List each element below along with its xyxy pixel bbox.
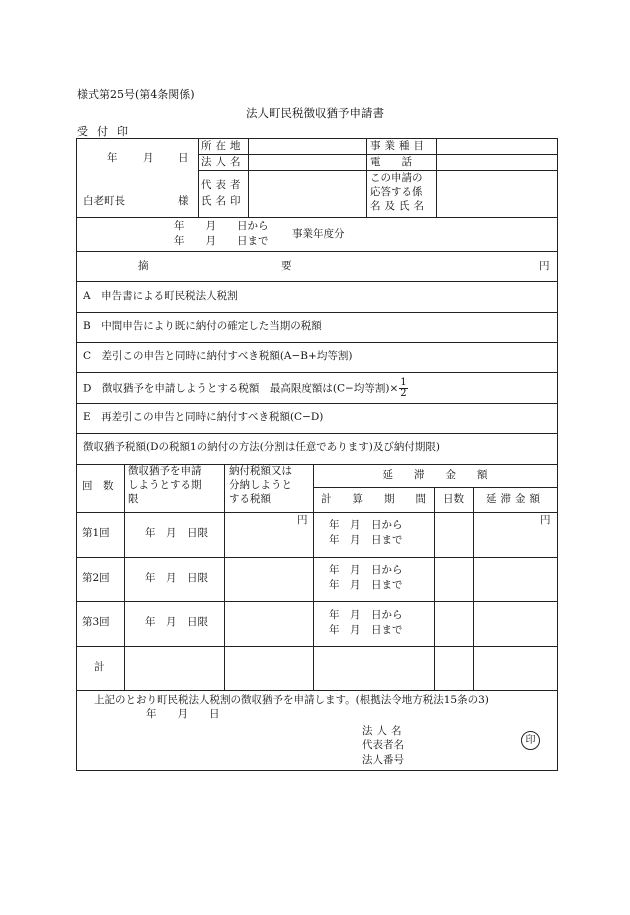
summary-row-c: C 差引この申告と同時に納付すべき税額(A−B+均等割) — [83, 350, 353, 362]
col-period-header-2: しようとする期 — [128, 479, 202, 491]
declaration-corp-name: 法人名 — [362, 725, 406, 737]
col-amount-header-2: 分納しようと — [229, 479, 292, 491]
business-type-label: 事業種目 — [370, 140, 428, 152]
addressee: 白老町長 — [83, 195, 125, 207]
row-label: 第3回 — [82, 616, 110, 628]
phone-field[interactable] — [438, 156, 555, 169]
application-date-year: 年 — [107, 152, 118, 164]
col-period-header-1: 徴収猶予を申請 — [128, 465, 202, 477]
row-amount-unit: 円 — [297, 514, 308, 526]
summary-header-left: 摘 — [138, 260, 149, 272]
summary-row-b: B 中間申告により既に納付の確定した当期の税額 — [83, 320, 322, 332]
seal-mark: 印 — [521, 731, 540, 750]
col-late-amount-header: 延滞金額 — [486, 493, 544, 505]
row-late-amount-unit: 円 — [540, 514, 551, 526]
col-amount-header-3: する税額 — [229, 493, 271, 505]
period-suffix: 事業年度分 — [292, 228, 345, 240]
row-calc-from: 年 月 日から — [329, 564, 403, 576]
row-calc-to: 年 月 日まで — [329, 534, 403, 546]
declaration-rep-name: 代表者名 — [362, 739, 404, 751]
corp-name-field[interactable] — [250, 156, 364, 169]
addressee-honorific: 様 — [178, 195, 189, 207]
application-date-day: 日 — [178, 152, 189, 164]
row-calc-to: 年 月 日まで — [329, 579, 403, 591]
row-label: 第2回 — [82, 572, 110, 584]
representative-label-1: 代表者 — [201, 179, 245, 191]
col-calc-period-header: 計 算 期 間 — [321, 493, 426, 505]
fraction-denominator: 2 — [400, 388, 407, 399]
form-title: 法人町民税徴収猶予申請書 — [246, 106, 384, 120]
half-fraction — [399, 378, 407, 399]
declaration-text: 上記のとおり町民税法人税割の徴収猶予を申請します。(根拠法令地方税法15条の3) — [94, 694, 489, 706]
declaration-corp-number: 法人番号 — [362, 754, 404, 766]
summary-row-a: A 申告書による町民税法人税割 — [83, 290, 238, 302]
receipt-stamp-label: 受付印 — [77, 125, 137, 138]
col-late-fee-header: 延 滞 金 額 — [382, 469, 488, 481]
row-deadline: 年 月 日限 — [145, 572, 208, 584]
corp-name-label: 法人名 — [201, 156, 245, 168]
row-calc-to: 年 月 日まで — [329, 624, 403, 636]
fraction-numerator: 1 — [400, 377, 407, 388]
business-type-field[interactable] — [438, 140, 555, 153]
row-calc-from: 年 月 日から — [329, 609, 403, 621]
contact-label-2: 応答する係 — [370, 186, 423, 198]
phone-label: 電 話 — [370, 156, 412, 168]
address-label: 所在地 — [201, 140, 245, 152]
summary-unit: 円 — [539, 260, 550, 272]
col-period-header-3: 限 — [128, 493, 139, 505]
row-label: 第1回 — [82, 527, 110, 539]
application-form-table — [76, 138, 558, 771]
contact-field[interactable] — [438, 173, 555, 215]
total-label: 計 — [94, 661, 105, 673]
application-date-month: 月 — [143, 152, 154, 164]
summary-header-right: 要 — [281, 260, 292, 272]
summary-row-d-text: D 徴収猶予を申請しようとする税額 最高限度額は(C−均等割)× — [83, 382, 399, 395]
period-from: 年 月 日から — [174, 220, 269, 232]
representative-field[interactable] — [250, 173, 364, 215]
col-days-header: 日数 — [443, 493, 464, 505]
form-number: 様式第25号(第4条関係) — [77, 88, 195, 101]
row-deadline: 年 月 日限 — [145, 527, 208, 539]
col-amount-header-1: 納付税額又は — [229, 465, 292, 477]
summary-row-d — [83, 378, 408, 399]
declaration-date: 年 月 日 — [146, 708, 220, 720]
contact-label-1: この申請の — [370, 172, 423, 184]
contact-label-3: 名及氏名 — [370, 200, 428, 212]
period-to: 年 月 日まで — [174, 235, 269, 247]
address-field[interactable] — [250, 140, 364, 153]
row-deadline: 年 月 日限 — [145, 616, 208, 628]
installments-caption: 徴収猶予税額(Dの税額1の納付の方法(分割は任意であります)及び納付期限) — [83, 441, 440, 453]
summary-row-e: E 再差引この申告と同時に納付すべき税額(C−D) — [83, 411, 324, 423]
col-round-header: 回 数 — [82, 480, 114, 492]
representative-label-2: 氏名印 — [201, 195, 245, 207]
row-calc-from: 年 月 日から — [329, 519, 403, 531]
